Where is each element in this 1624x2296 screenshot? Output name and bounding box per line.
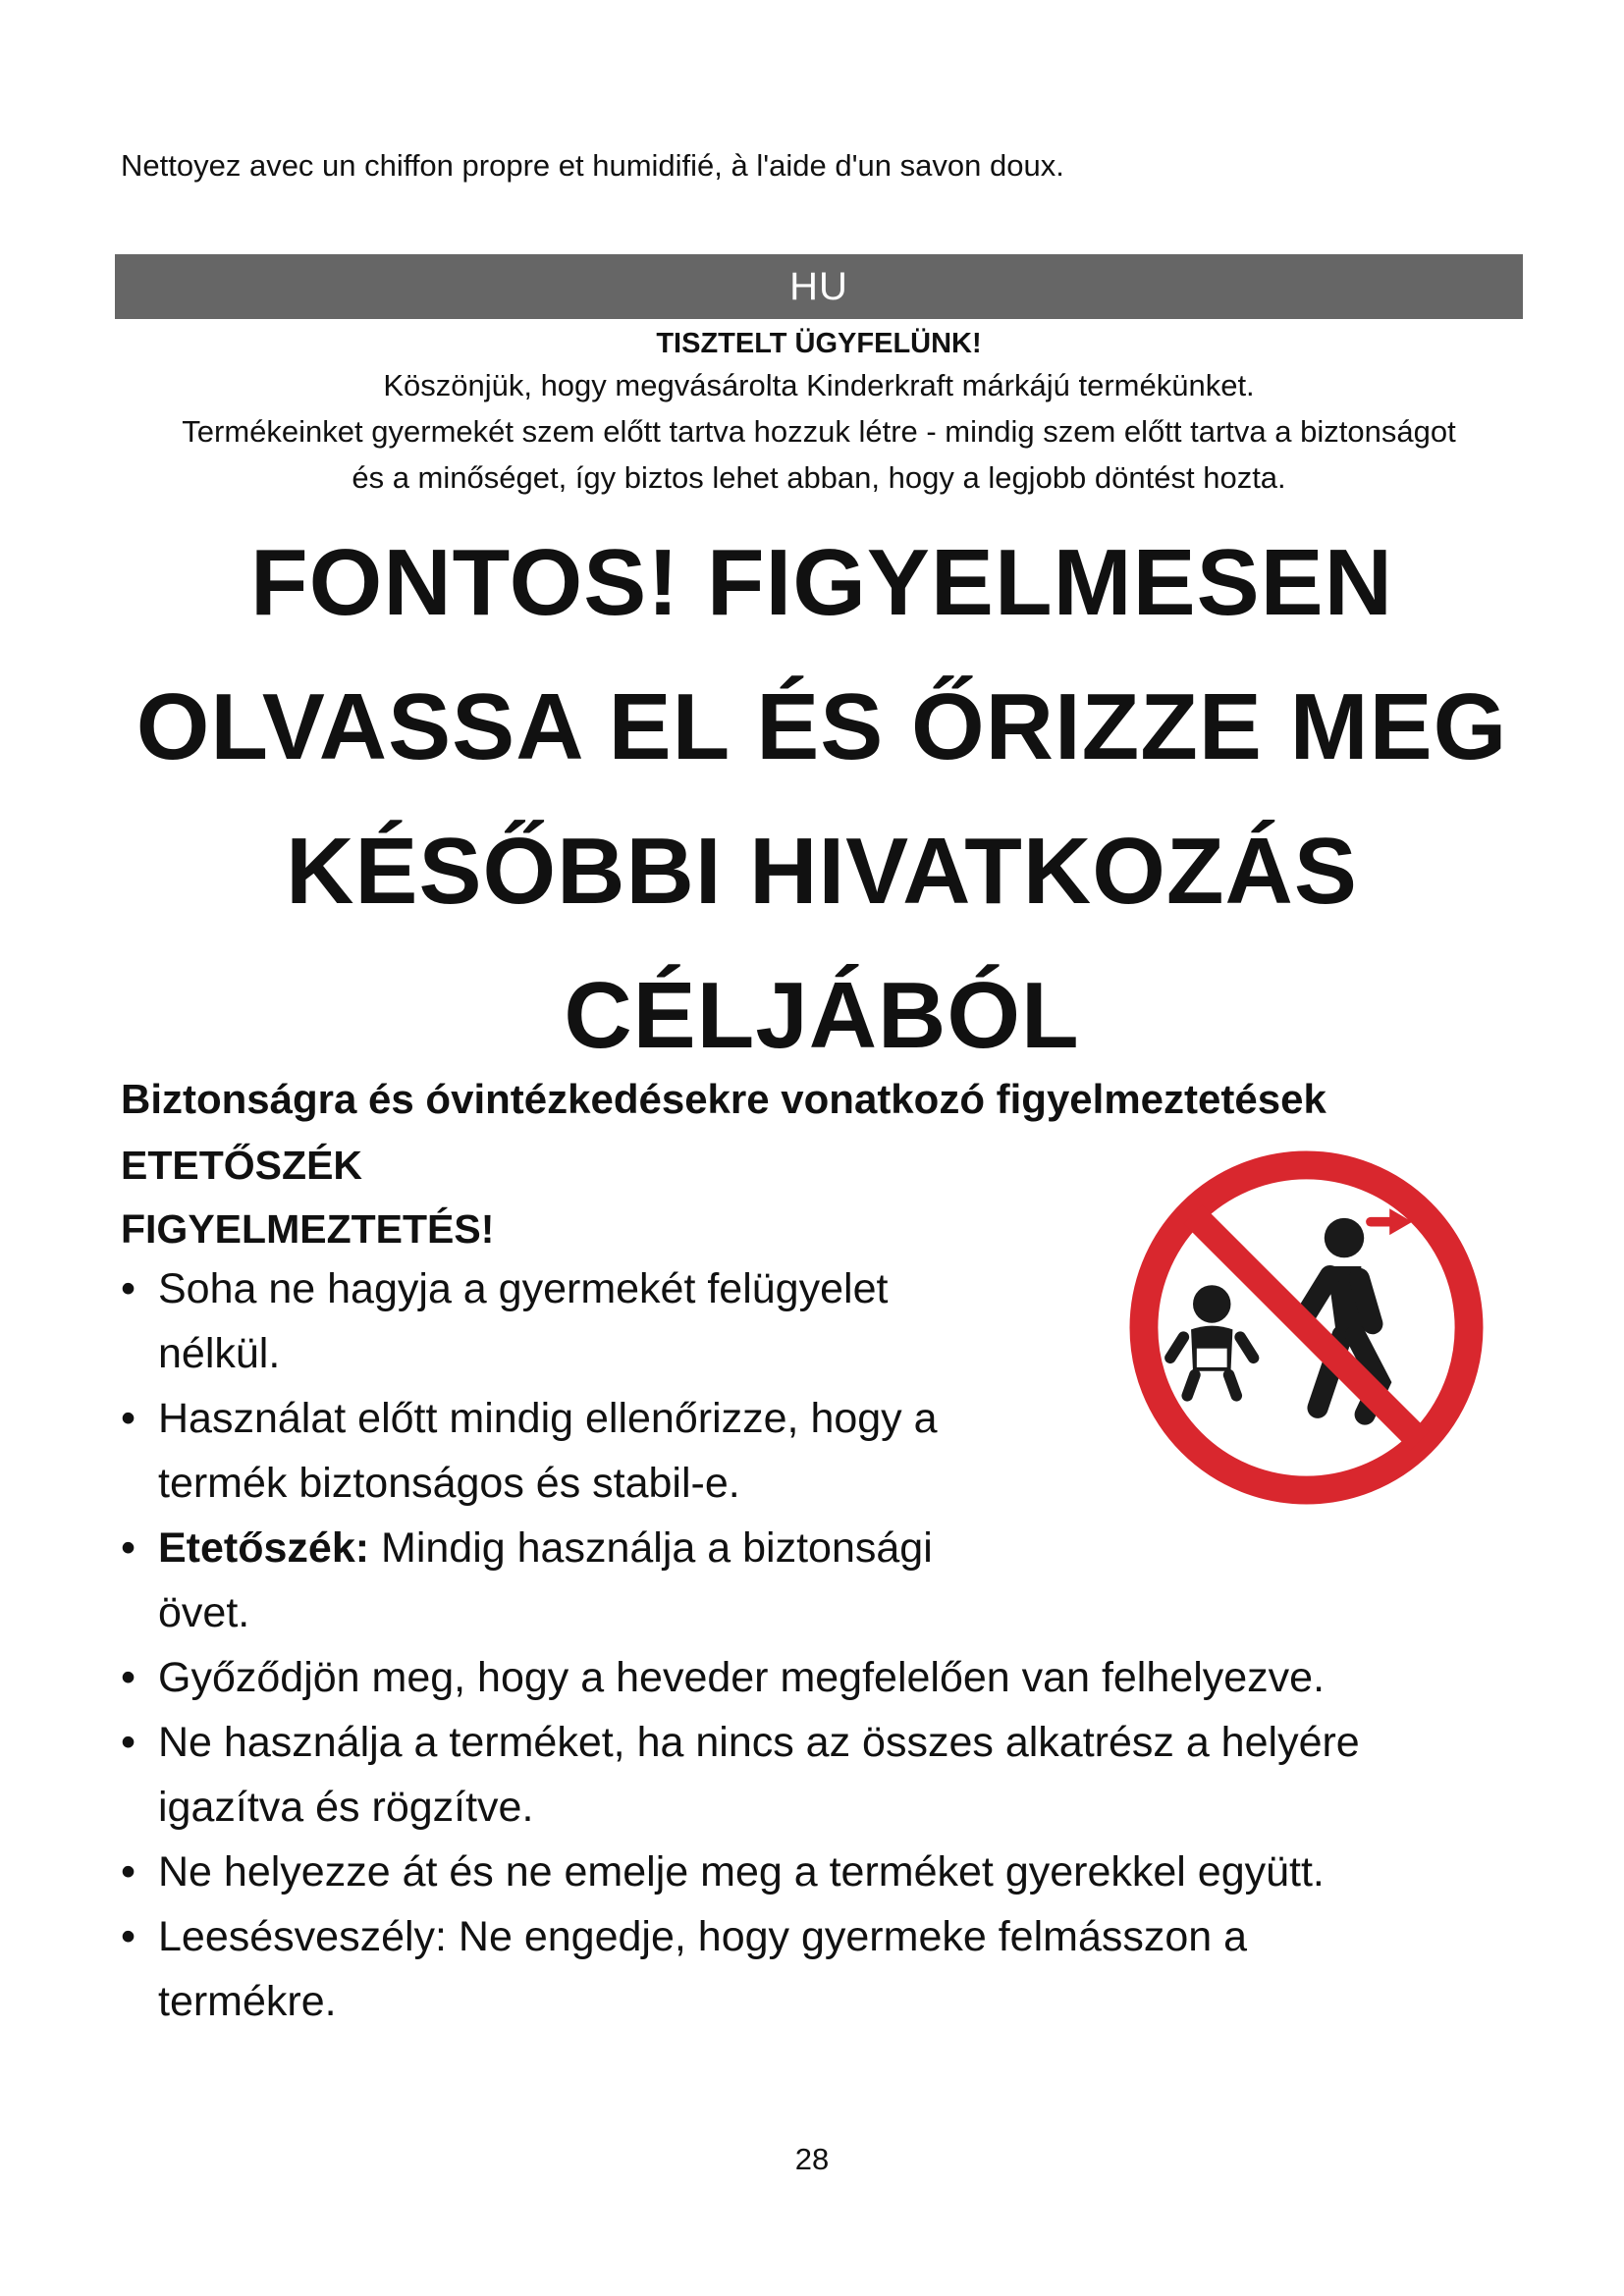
warning-item: • Soha ne hagyja a gyermekét felügyelet nélkül. — [121, 1256, 1525, 1386]
thanks-text: Köszönjük, hogy megvásárolta Kinderkraft márkájú termékünket. — [383, 368, 1255, 402]
important-notice-line-2: OLVASSA EL ÉS ŐRIZZE MEG — [135, 674, 1508, 779]
warning-item: • Győződjön meg, hogy a heveder megfelelően van felhelyezve. — [121, 1645, 1525, 1710]
warning-item: • Ne helyezze át és ne emelje meg a terméket gyerekkel együtt. — [121, 1840, 1525, 1904]
highchair-label: Etetőszék: — [158, 1524, 370, 1572]
page-number: 28 — [794, 2142, 830, 2176]
warning-label: FIGYELMEZTETÉS! — [121, 1206, 495, 1252]
important-notice-line-3: KÉSŐBBI HIVATKOZÁS — [286, 819, 1358, 924]
bullet-icon: • — [121, 1848, 136, 1896]
cleaning-instruction-fr: Nettoyez avec un chiffon propre et humidifié, à l'aide d'un savon doux. — [121, 148, 1064, 183]
product-name-heading: ETETŐSZÉK — [121, 1143, 363, 1188]
prohibition-slash — [1193, 1214, 1420, 1441]
warning-item: • Használat előtt mindig ellenőrizze, hogy a termék biztonságos és stabil-e. — [121, 1386, 1525, 1516]
bullet-icon: • — [121, 1265, 136, 1312]
do-not-leave-child-unattended-icon — [1117, 1139, 1495, 1517]
bullet-icon: • — [121, 1719, 136, 1766]
important-notice-line-1: FONTOS! FIGYELMESEN — [250, 530, 1393, 635]
bullet-icon: • — [121, 1524, 136, 1572]
important-notice-line-4: CÉLJÁBÓL — [564, 963, 1080, 1068]
important-notice-title — [79, 510, 1565, 1088]
bullet-icon: • — [121, 1654, 136, 1701]
warning-item: • Etetőszék: Mindig használja a biztonsági övet. — [121, 1516, 1525, 1645]
customer-greeting: TISZTELT ÜGYFELÜNK! — [656, 328, 982, 359]
bullet-icon: • — [121, 1913, 136, 1960]
safety-warnings-heading: Biztonságra és óvintézkedésekre vonatkozó figyelmeztetések — [121, 1076, 1326, 1122]
intro-paragraph-line-1: Termékeinket gyermekét szem előtt tartva hozzuk létre - mindig szem előtt tartva a biztonságot — [182, 414, 1456, 449]
baby-figure-icon — [1170, 1285, 1254, 1396]
language-section-bar: HU — [115, 254, 1523, 319]
intro-block — [115, 325, 1523, 501]
warning-item: • Ne használja a terméket, ha nincs az összes alkatrész a helyére igazítva és rögzítve. — [121, 1710, 1525, 1840]
bullet-icon: • — [121, 1395, 136, 1442]
intro-paragraph-line-2: és a minőséget, így biztos lehet abban, hogy a legjobb döntést hozta. — [352, 460, 1286, 495]
warning-item: • Leesésveszély: Ne engedje, hogy gyermeke felmásszon a termékre. — [121, 1904, 1525, 2034]
